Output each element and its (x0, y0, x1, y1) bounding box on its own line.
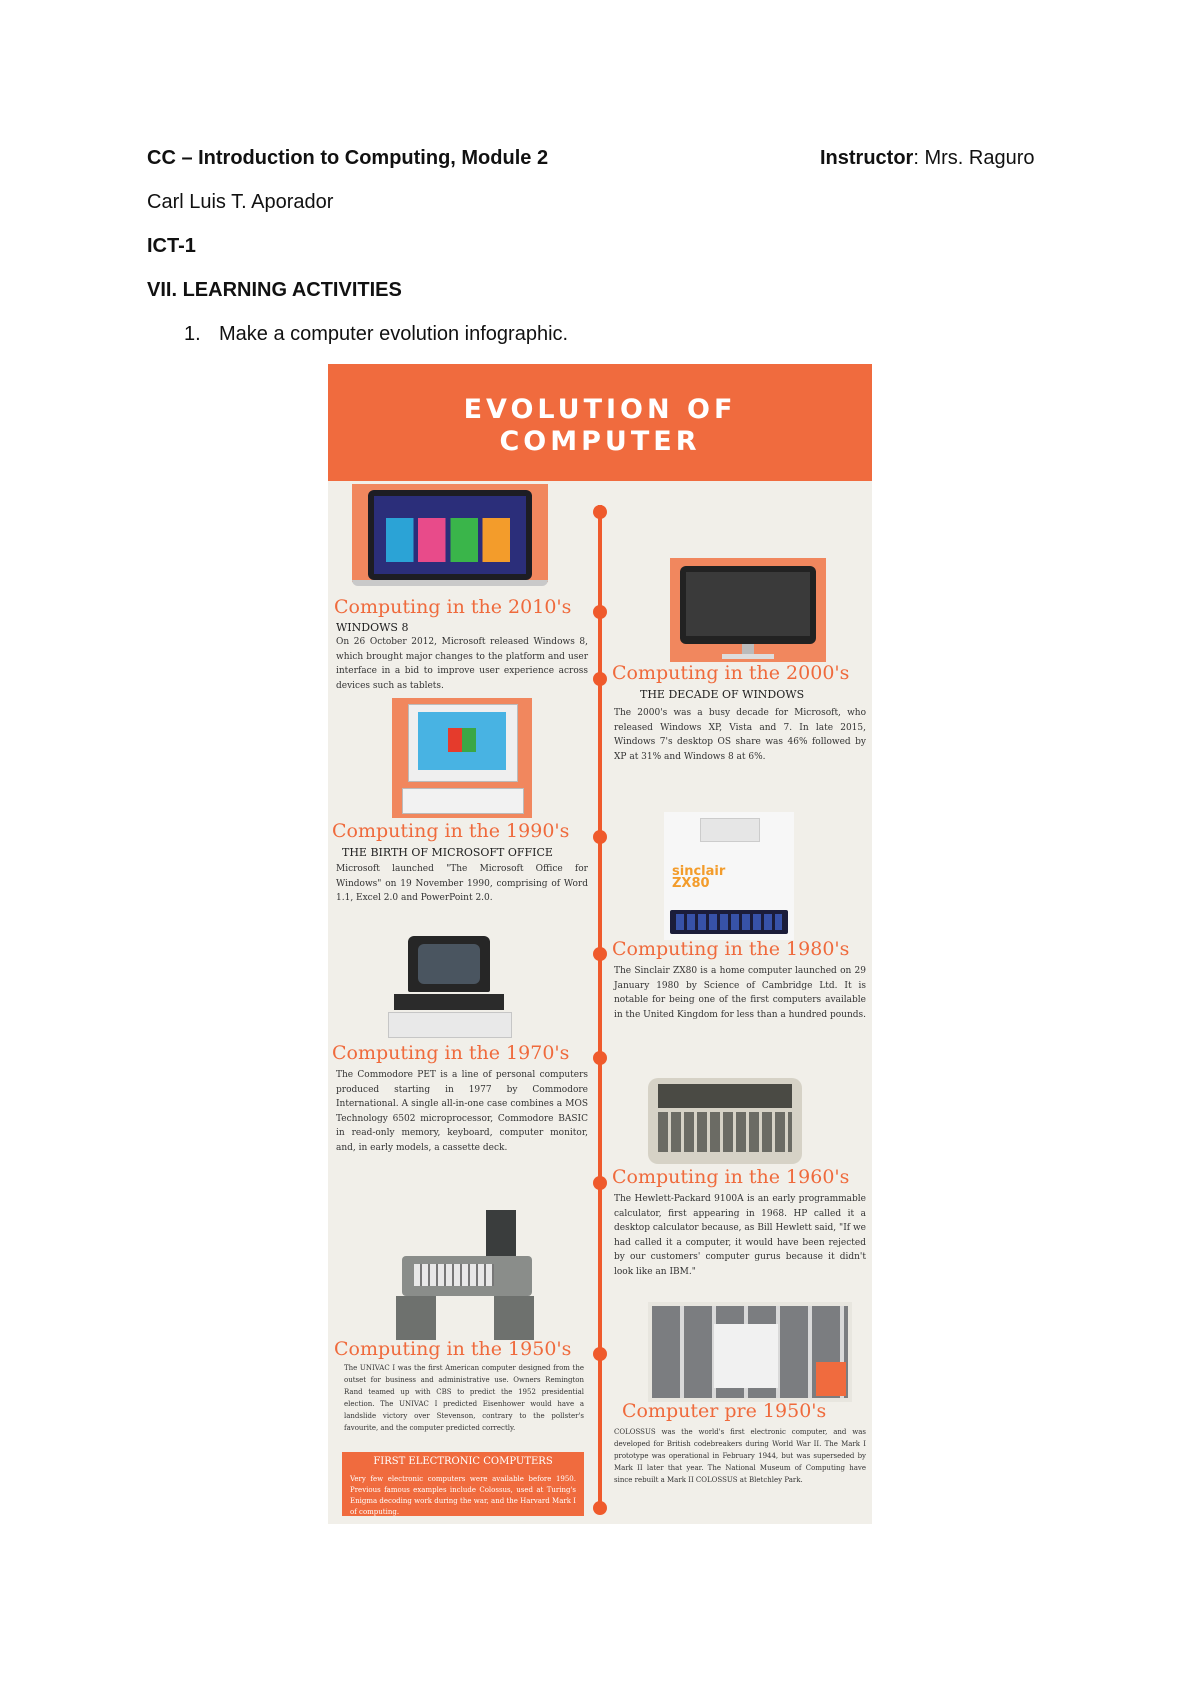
era-body-1970s: The Commodore PET is a line of personal computers produced starting in 1977 by Commodore International. A single all-in-one case combines a MOS Technology 6502 microprocessor, Commodore BASIC in read-only memory, keyboard, computer monitor, and, in early models, a cassette deck. (336, 1070, 588, 1153)
timeline-dot (593, 605, 607, 619)
commodore-pet-image (384, 934, 514, 1038)
instructor-name: : Mrs. Raguro (913, 147, 1035, 169)
era-body-2000s: The 2000's was a busy decade for Microsoft, who released Windows XP, Vista and 7. In late 2015, Windows 7's desktop OS share was 46% followed by XP at 31% and Windows 8 at 6%. (614, 708, 866, 762)
infographic (328, 364, 872, 1524)
sinclair-zx80-image (664, 812, 794, 940)
era-body-1960s: The Hewlett-Packard 9100A is an early programmable calculator, first appearing in 1968. HP called it a desktop calculator because, as Bill Hewlett said, "If we had called it a computer, it would have been rejected by our customers' computer gurus because it didn't look like an IBM." (614, 1194, 866, 1277)
era-body-2010s: On 26 October 2012, Microsoft released Windows 8, which brought major changes to the platform and user interface in a bid to improve user experience across devices such as tablets. (336, 637, 588, 691)
first-electronic-computers-box (342, 1452, 584, 1516)
colossus-image (648, 1302, 852, 1402)
sinclair-logo: sinclair ZX80 (672, 864, 726, 891)
univac-image (392, 1210, 538, 1340)
timeline-dot (593, 1347, 607, 1361)
era-body-1980s: The Sinclair ZX80 is a home computer launched on 29 January 1980 by Science of Cambridge Ltd. It is notable for being one of the first computers available in the United Kingdom for less than a hundred pounds. (614, 966, 866, 1020)
era-subtitle-2000s: THE DECADE OF WINDOWS (640, 688, 805, 701)
era-subtitle-2010s: WINDOWS 8 (336, 621, 409, 634)
crt-computer-image (392, 698, 532, 818)
era-title-pre-1950s: Computer pre 1950's (622, 1400, 827, 1422)
timeline-dot (593, 672, 607, 686)
infographic-title: EVOLUTION OF COMPUTER (463, 394, 737, 457)
student-name: Carl Luis T. Aporador (147, 191, 334, 213)
section-label: ICT-1 (147, 235, 196, 257)
activity-instruction: Make a computer evolution infographic. (219, 323, 569, 345)
timeline-dot (593, 1176, 607, 1190)
first-computers-title: FIRST ELECTRONIC COMPUTERS (373, 1456, 553, 1467)
timeline-dot (593, 505, 607, 519)
era-body-pre-1950s: COLOSSUS was the world's first electronic computer, and was developed for British codebreakers during World War II. The Mark I prototype was operational in February 1944, but was superseded by Mark II later that year. The National Museum of Computing have since rebuilt a Mark II COLOSSUS at Bletchley Park. (614, 1428, 866, 1484)
list-number: 1. (184, 323, 201, 345)
era-subtitle-1990s: THE BIRTH OF MICROSOFT OFFICE (342, 846, 553, 859)
era-title-1990s: Computing in the 1990's (332, 820, 570, 842)
section-heading: VII. LEARNING ACTIVITIES (147, 279, 402, 301)
laptop-windows8-image (352, 484, 548, 590)
timeline-dot (593, 1501, 607, 1515)
era-body-1950s: The UNIVAC I was the first American computer designed from the outset for business and administrative use. Owners Remington Rand teamed up with CBS to predict the 1952 presidential election. The UNIVAC I predicted Eisenhower would have a landslide victory over Stevenson, contrary to the pollster's favourite, and the computer predicted correctly. (344, 1364, 584, 1432)
era-title-2000s: Computing in the 2000's (612, 662, 850, 684)
hp-9100a-image (644, 1070, 806, 1168)
timeline-dot (593, 947, 607, 961)
timeline-dot (593, 1051, 607, 1065)
era-title-2010s: Computing in the 2010's (334, 596, 572, 618)
course-title: CC – Introduction to Computing, Module 2 (147, 147, 549, 169)
era-body-1990s: Microsoft launched "The Microsoft Office for Windows" on 19 November 1990, comprising of Word 1.1, Excel 2.0 and PowerPoint 2.0. (336, 864, 588, 903)
era-title-1970s: Computing in the 1970's (332, 1042, 570, 1064)
era-title-1950s: Computing in the 1950's (334, 1338, 572, 1360)
instructor-label: Instructor (820, 147, 914, 169)
monitor-windows-image (670, 558, 826, 662)
first-computers-body: Very few electronic computers were available before 1950. Previous famous examples include Colossus, used at Turing's Enigma decoding work during the war, and the Harvard Mark I of computing. (350, 1475, 576, 1516)
era-title-1980s: Computing in the 1980's (612, 938, 850, 960)
era-title-1960s: Computing in the 1960's (612, 1166, 850, 1188)
instructor-line (820, 147, 1035, 170)
timeline-dot (593, 830, 607, 844)
infographic-banner (328, 364, 872, 481)
